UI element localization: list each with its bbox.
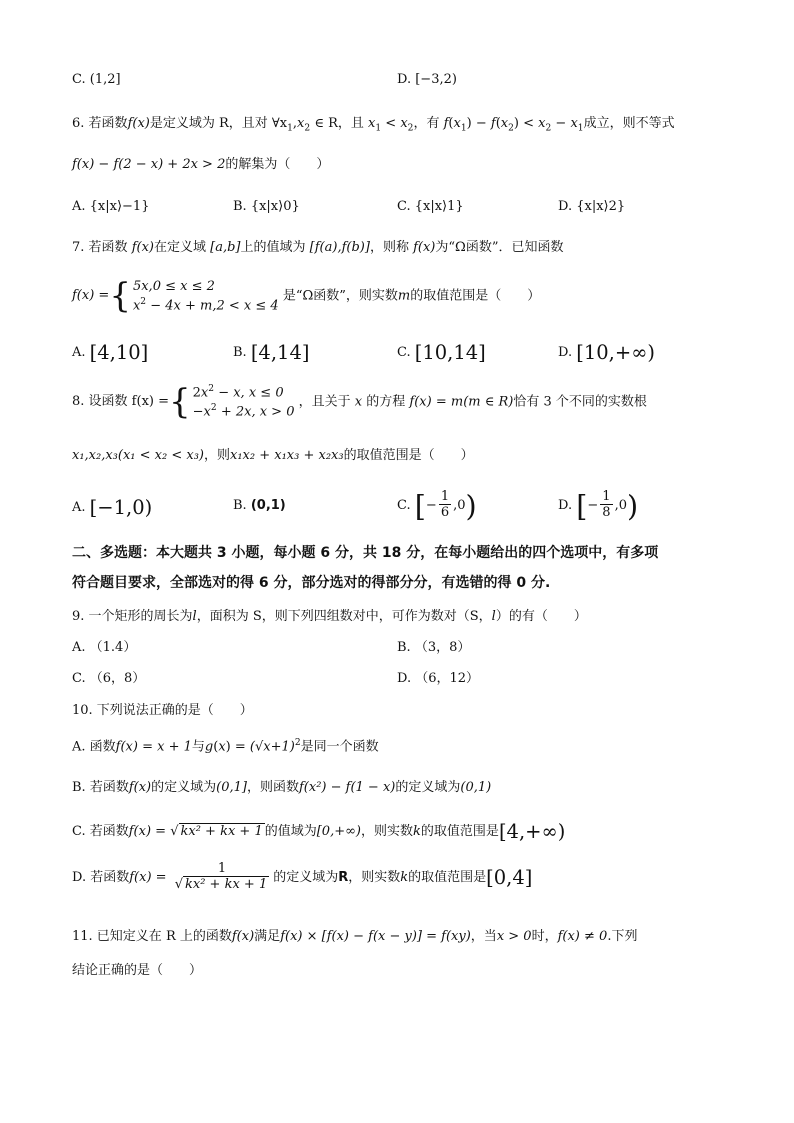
q8-option-a: A. [−1,0) (72, 496, 153, 519)
q10-option-a: A. 函数f(x) = x + 1与$g(x) = (√x+1)^2$是同一个函数 (72, 738, 379, 755)
q6-option-a: A. {x|x⟩−1} (72, 199, 150, 214)
q10-option-c: C. 若函数f(x) = √ kx² + kx + 1 的值域为[0,+∞)，则实数k的取值范围是[4,+∞) (72, 820, 566, 843)
section2-heading-line1: 二、多选题：本大题共 3 小题，每小题 6 分，共 18 分，在每小题给出的四个选项中，有多项 (72, 545, 659, 561)
q9-option-a: A. （1.4） (72, 640, 137, 655)
q7-option-a: A. [4,10] (72, 341, 149, 364)
q9-stem: 9. 一个矩形的周长为l，面积为 S，则下列四组数对中，可作为数对（S，l）的有（ ） (72, 609, 587, 624)
q10-option-d: D. 若函数f(x) = $\frac{1}{\text{√ kx² + kx + 1}}$ 的定义域为R，则实数k的取值范围是[0,4] (72, 861, 533, 893)
q8-option-b: B. (0,1) (233, 498, 286, 513)
q8-option-c: C. [− $\frac{1}{6}$ ,0) (397, 489, 477, 524)
q8-option-d: D. [− $\frac{1}{8}$ ,0) (558, 489, 639, 524)
q7-option-b: B. [4,14] (233, 341, 310, 364)
section2-heading-line2: 符合题目要求，全部选对的得 6 分，部分选对的得部分分，有选错的得 0 分. (72, 575, 551, 591)
q7-stem-line1: 7. 若函数 f(x)在定义域 [a,b]上的值域为 [f(a),f(b)]，则称 f(x)为“Ω函数”．已知函数 (72, 240, 564, 255)
q11-stem-line2: 结论正确的是（ ） (72, 963, 203, 978)
q9-option-c: C. （6，8） (72, 671, 146, 686)
q10-stem: 10. 下列说法正确的是（ ） (72, 703, 253, 718)
q9-option-b: B. （3，8） (397, 640, 471, 655)
q7-stem-line2: f(x) = { 5x,0 ≤ x ≤ 2 $x^2 - 4x + m,2 < x \le 4$ 是“Ω函数”，则实数m的取值范围是（ ） (72, 276, 541, 317)
q10-option-b: B. 若函数f(x)的定义域为(0,1]，则函数f(x²) − f(1 − x)的定义域为(0,1) (72, 780, 492, 795)
q8-stem-line1: 8. 设函数 f(x) = { $2x^2 - x$, x ≤ 0 $-x^2 + 2x$, x > 0 ，且关于 x 的方程 f(x) = m(m ∈ R)恰有 3 个不同的实数根 (72, 381, 647, 422)
q6-option-d: D. {x|x⟩2} (558, 199, 626, 214)
q6-option-b: B. {x|x⟩0} (233, 199, 300, 214)
q8-stem-line2: x₁,x₂,x₃(x₁ < x₂ < x₃)，则x₁x₂ + x₁x₃ + x₂x₃的取值范围是（ ） (72, 448, 474, 463)
q7-option-c: C. [10,14] (397, 341, 486, 364)
q6-option-c: C. {x|x⟩1} (397, 199, 464, 214)
q5-option-c: C. (1,2] (72, 72, 121, 87)
q7-option-d: D. [10,+∞) (558, 341, 656, 364)
q6-stem-line2: f(x) − f(2 − x) + 2x > 2的解集为（ ） (72, 157, 330, 172)
q9-option-d: D. （6，12） (397, 671, 480, 686)
q5-option-d: D. [−3,2) (397, 72, 457, 87)
q11-stem-line1: 11. 已知定义在 R 上的函数f(x)满足f(x) × [f(x) − f(x − y)] = f(xy)，当x > 0时，f(x) ≠ 0.下列 (72, 929, 638, 944)
q6-stem-line1: 6. 若函数f(x)是定义域为 R，且对 $\forall x_1,x_2$ ∈ R，且 $x_1 < x_2$，有 $f(x_1) - f(x_2) < x_2 - x_1$成立，则不等式 (72, 116, 675, 134)
